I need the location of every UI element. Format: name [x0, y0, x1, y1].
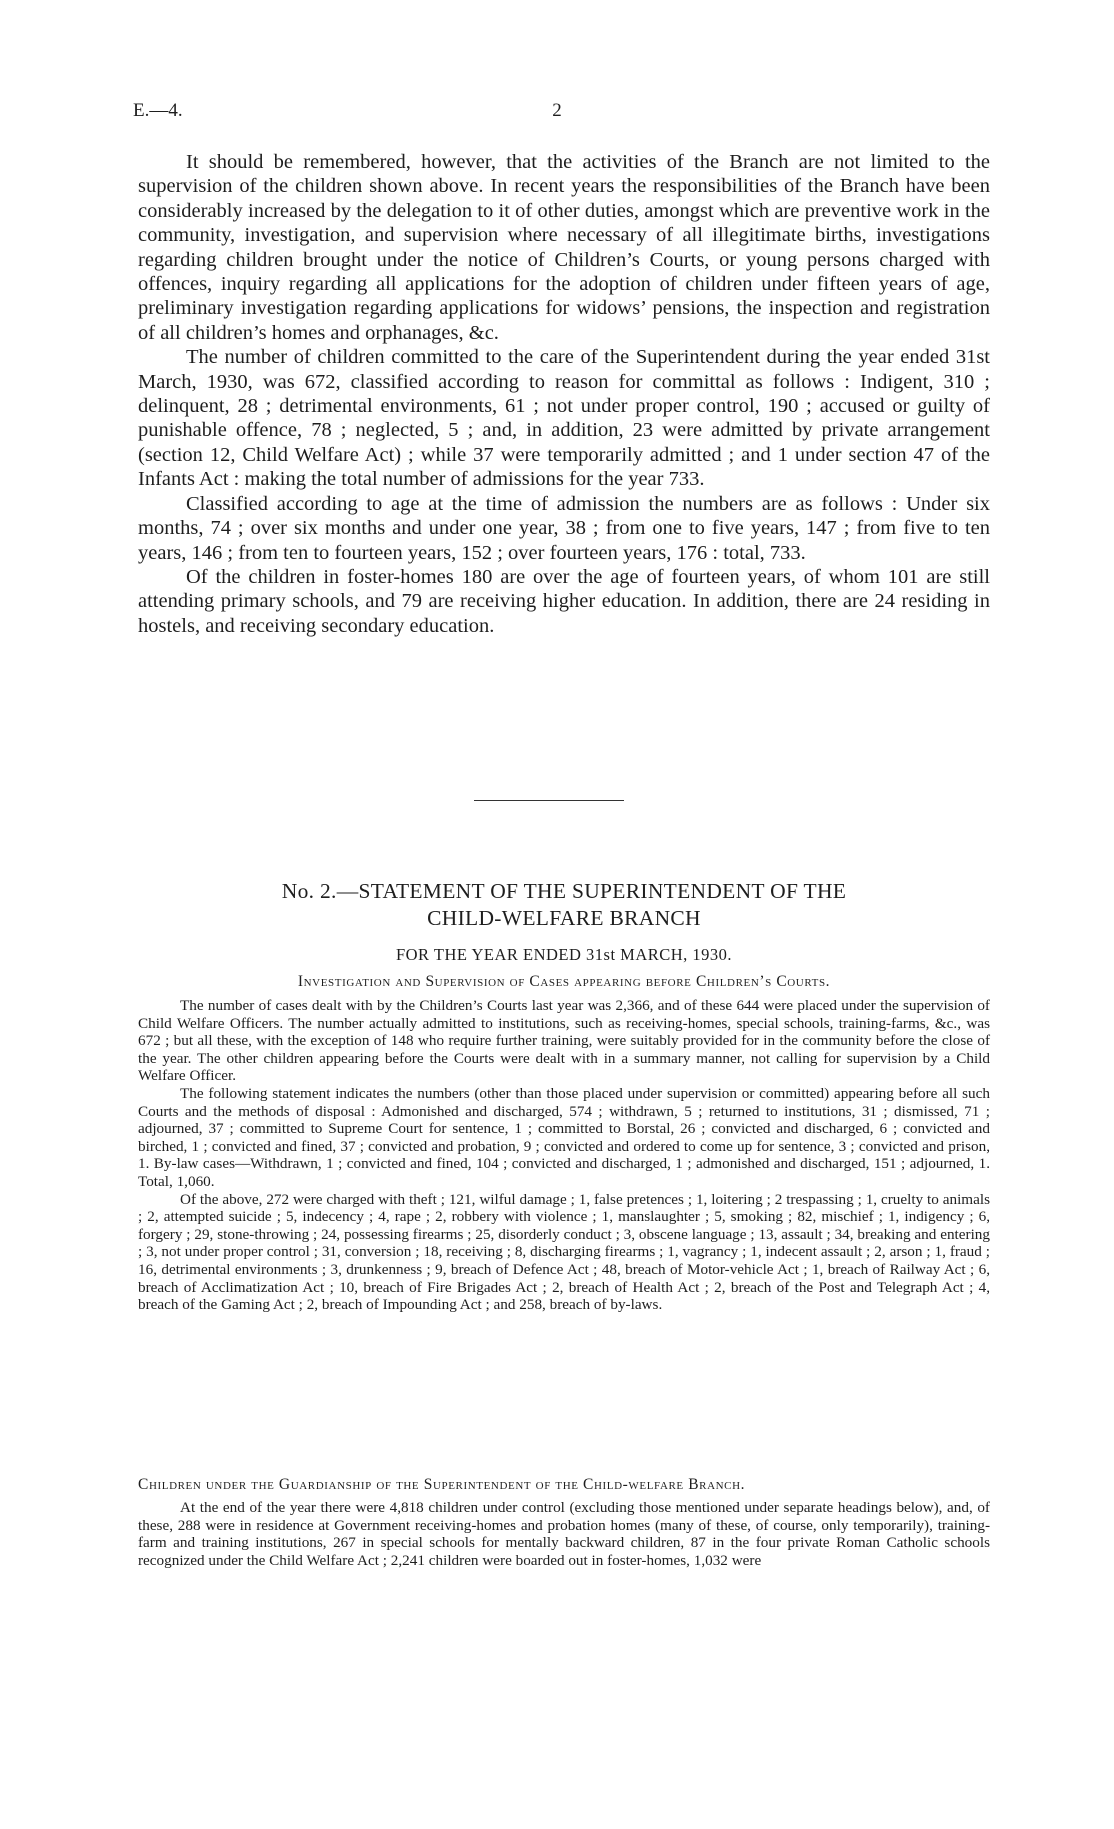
intro-section [138, 150, 990, 638]
paragraph: The number of cases dealt with by the Children’s Courts last year was 2,366, and of these 644 were placed under the supervision of Child Welfare Officers. The number actually admitted to institutions, such as receiving-homes, special schools, training-farms, &c., was 672 ; but all these, with the exception of 148 who require further training, were suitably provided for in the community before the close of the year. The other children appearing before the Courts were dealt with in a summary manner, not calling for supervision by a Child Welfare Officer. [138, 997, 990, 1085]
paragraph: Of the above, 272 were charged with theft ; 121, wilful damage ; 1, false pretences ; 1, loitering ; 2 trespassing ; 1, cruelty to animals ; 2, attempted suicide ; 5, indecency ; 4, rape ; 2, robbery with violence ; 1, manslaughter ; 5, smoking ; 82, mischief ; 1, indigency ; 6, forgery ; 29, stone-throwing ; 24, possessing firearms ; 25, disorderly conduct ; 3, obscene language ; 13, assault ; 34, breaking and entering ; 3, not under proper control ; 31, conversion ; 18, receiving ; 8, discharging firearms ; 1, vagrancy ; 1, indecent assault ; 2, arson ; 1, fraud ; 16, detrimental environments ; 3, drunkenness ; 9, breach of Defence Act ; 48, breach of Motor-vehicle Act ; 1, breach of Railway Act ; 6, breach of Acclimatization Act ; 10, breach of Fire Brigades Act ; 2, breach of Health Act ; 2, breach of the Post and Telegraph Act ; 4, breach of the Gaming Act ; 2, breach of Impounding Act ; and 258, breach of by-laws. [138, 1190, 990, 1314]
running-header [0, 100, 1114, 126]
title-line: No. 2.—STATEMENT OF THE SUPERINTENDENT OF THE [281, 879, 847, 903]
paragraph: Classified according to age at the time of admission the numbers are as follows : Under six months, 74 ; over six months and under one year, 38 ; from one to five years, 147 ; from five to ten years, 146 ; from ten to fourteen years, 152 ; over fourteen years, 176 : total, 733. [138, 492, 990, 564]
page-number: 2 [552, 100, 562, 121]
section-body [138, 997, 990, 1314]
section-heading: Investigation and Supervision of Cases appearing before Children’s Courts. [297, 973, 831, 990]
paragraph: The following statement indicates the numbers (other than those placed under supervision or committed) appearing before all such Courts and the methods of disposal : Admonished and discharged, 574 ; withdrawn, 5 ; returned to institutions, 31 ; dismissed, 71 ; adjourned, 37 ; committed to Supreme Court for sentence, 1 ; committed to Borstal, 26 ; convicted and discharged, 6 ; convicted and birched, 1 ; convicted and fined, 37 ; convicted and probation, 9 ; convicted and ordered to come up for sentence, 3 ; convicted and prison, 1. By-law cases—Withdrawn, 1 ; convicted and fined, 104 ; convicted and discharged, 1 ; admonished and discharged, 151 ; adjourned, 1. Total, 1,060. [138, 1084, 990, 1190]
document-reference: E.—4. [133, 100, 183, 121]
section-body [138, 1499, 990, 1569]
paragraph: The number of children committed to the care of the Superintendent during the year ended 31st March, 1930, was 672, classified according to reason for committal as follows : Indigent, 310 ; delinquent, 28 ; detrimental environments, 61 ; not under proper control, 190 ; accused or guilty of punishable offence, 78 ; neglected, 5 ; and, in addition, 23 were admitted by private arrangement (section 12, Child Welfare Act) ; while 37 were temporarily admitted ; and 1 under section 47 of the Infants Act : making the total number of admissions for the year 733. [138, 346, 990, 491]
title-line: CHILD-WELFARE BRANCH [427, 906, 701, 930]
paragraph: Of the children in foster-homes 180 are over the age of fourteen years, of whom 101 are still attending primary schools, and 79 are receiving higher education. In addition, there are 24 residing in hostels, and receiving secondary education. [138, 565, 990, 637]
statement-title [138, 878, 990, 932]
paragraph: At the end of the year there were 4,818 children under control (excluding those mentioned under separate headings below), and, of these, 288 were in residence at Government receiving-homes and probation homes (many of these, of course, only temporarily), training-farm and training institutions, 267 in special schools for mentally backward children, 87 in the four private Roman Catholic schools recognized under the Child Welfare Act ; 2,241 children were boarded out in foster-homes, 1,032 were [138, 1499, 990, 1569]
statement-subtitle: FOR THE YEAR ENDED 31st MARCH, 1930. [395, 945, 733, 964]
section-divider [474, 800, 624, 801]
section-heading: Children under the Guardianship of the Superintendent of the Child-welfare Branch. [138, 1476, 746, 1493]
paragraph: It should be remembered, however, that the activities of the Branch are not limited to the supervision of the children shown above. In recent years the responsibilities of the Branch have been considerably increased by the delegation to it of other duties, amongst which are preventive work in the community, investigation, and supervision where necessary of all illegitimate births, investigations regarding children brought under the notice of Children’s Courts, or young persons charged with offences, inquiry regarding all applications for the adoption of children under fifteen years of age, preliminary investigation regarding applications for widows’ pensions, the inspection and registration of all children’s homes and orphanages, &c. [138, 151, 990, 344]
